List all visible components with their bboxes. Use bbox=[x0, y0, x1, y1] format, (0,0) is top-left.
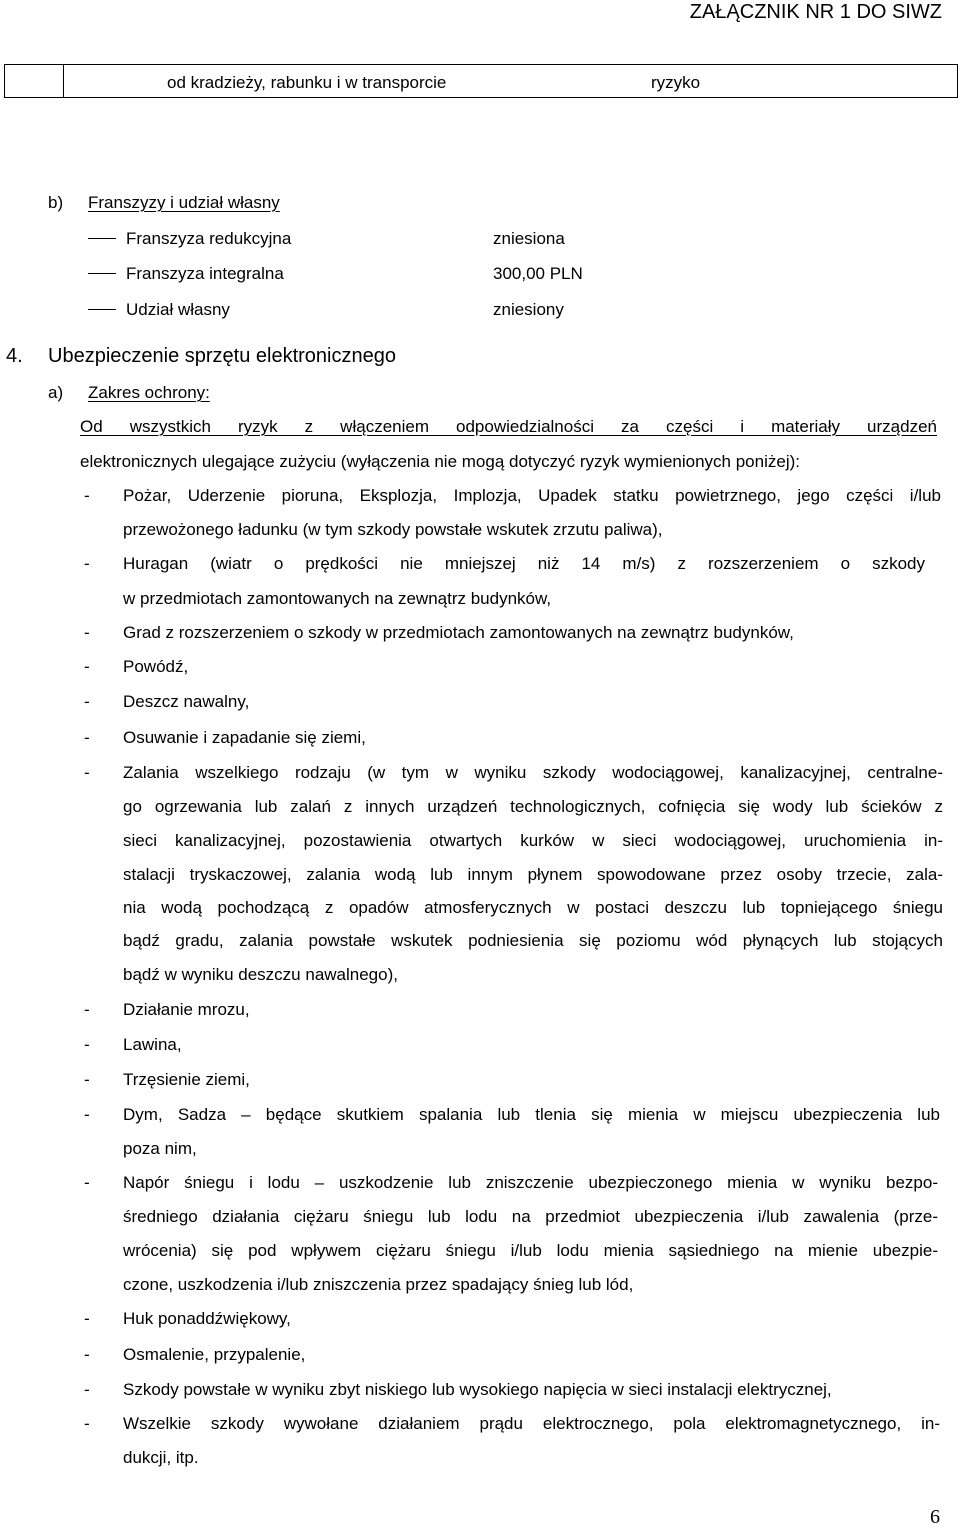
list-item-continuation: w przedmiotach zamontowanych na zewnątrz budynków, bbox=[123, 589, 552, 608]
franchise-label: Franszyza redukcyjna bbox=[126, 229, 292, 248]
franchise-label: Udział własny bbox=[126, 300, 230, 319]
list-bullet: - bbox=[84, 1380, 90, 1399]
list-bullet: - bbox=[84, 1000, 90, 1019]
list-item-continuation: przewożonego ładunku (w tym szkody powstałe wskutek zrzutu paliwa), bbox=[123, 520, 663, 539]
table-cell-label: od kradzieży, rabunku i w transporcie bbox=[167, 73, 447, 92]
list-item-continuation: go ogrzewania lub zalań z innych urządzeń technologicznych, cofnięcia się wody lub ścieków z bbox=[123, 797, 943, 816]
franchise-value: zniesiony bbox=[493, 300, 564, 319]
list-item-continuation: dukcji, itp. bbox=[123, 1448, 199, 1467]
list-bullet: - bbox=[84, 1105, 90, 1124]
list-item-continuation: czone, uszkodzenia i/lub zniszczenia przez spadający śnieg lub lód, bbox=[123, 1275, 634, 1294]
page-number: 6 bbox=[930, 1506, 940, 1528]
list-item: Dym, Sadza – będące skutkiem spalania lub tlenia się mienia w miejscu ubezpieczenia lub bbox=[123, 1105, 940, 1124]
list-bullet: - bbox=[84, 1070, 90, 1089]
document-header: ZAŁĄCZNIK NR 1 DO SIWZ bbox=[689, 1, 942, 23]
dash-mark bbox=[88, 238, 116, 239]
list-item: Grad z rozszerzeniem o szkody w przedmiotach zamontowanych na zewnątrz budynków, bbox=[123, 623, 794, 642]
list-item: Trzęsienie ziemi, bbox=[123, 1070, 250, 1089]
list-item: Osmalenie, przypalenie, bbox=[123, 1345, 306, 1364]
section-b-marker: b) bbox=[48, 193, 64, 212]
list-item: Szkody powstałe w wyniku zbyt niskiego lub wysokiego napięcia w sieci instalacji elektrycznej, bbox=[123, 1380, 832, 1399]
intro-line: elektronicznych ulegające zużyciu (wyłączenia nie mogą dotyczyć ryzyk wymienionych poniżej): bbox=[80, 452, 800, 471]
subsection-marker: a) bbox=[48, 383, 64, 402]
list-item-continuation: sieci kanalizacyjnej, pozostawienia otwartych kurków w sieci wodociągowej, uruchomienia in- bbox=[123, 831, 943, 850]
list-item: Działanie mrozu, bbox=[123, 1000, 250, 1019]
table-cell-value: ryzyko bbox=[651, 73, 701, 92]
list-item: Wszelkie szkody wywołane działaniem prądu elektrocznego, pola elektromagnetycznego, in- bbox=[123, 1414, 940, 1433]
section-title: Ubezpieczenie sprzętu elektronicznego bbox=[48, 345, 396, 367]
list-item-continuation: nia wodą pochodzącą z opadów atmosferycznych w postaci deszczu lub topniejącego śniegu bbox=[123, 898, 943, 917]
list-bullet: - bbox=[84, 1173, 90, 1192]
list-bullet: - bbox=[84, 692, 90, 711]
list-bullet: - bbox=[84, 657, 90, 676]
list-bullet: - bbox=[84, 554, 90, 573]
list-item: Powódź, bbox=[123, 657, 189, 676]
list-item: Zalania wszelkiego rodzaju (w tym w wyniku szkody wodociągowej, kanalizacyjnej, centralne- bbox=[123, 763, 943, 782]
list-item-continuation: stalacji tryskaczowej, zalania wodą lub innym płynem spowodowane przez osoby trzecie, zala- bbox=[123, 865, 943, 884]
list-item: Deszcz nawalny, bbox=[123, 692, 250, 711]
intro-line: Od wszystkich ryzyk z włączeniem odpowiedzialności za części i materiały urządzeń bbox=[80, 417, 937, 436]
table-divider bbox=[63, 65, 64, 97]
list-bullet: - bbox=[84, 1035, 90, 1054]
list-bullet: - bbox=[84, 728, 90, 747]
list-bullet: - bbox=[84, 486, 90, 505]
list-bullet: - bbox=[84, 763, 90, 782]
list-bullet: - bbox=[84, 1414, 90, 1433]
list-item-continuation: wrócenia) się pod wpływem ciężaru śniegu i/lub lodu mienia sąsiedniego na mienie ubezpie- bbox=[123, 1241, 938, 1260]
section-number: 4. bbox=[6, 345, 23, 367]
list-item: Huk ponaddźwiękowy, bbox=[123, 1309, 291, 1328]
risk-table-row bbox=[4, 64, 958, 98]
list-item-continuation: bądź w wyniku deszczu nawalnego), bbox=[123, 965, 398, 984]
list-item: Osuwanie i zapadanie się ziemi, bbox=[123, 728, 366, 747]
list-item: Huragan (wiatr o prędkości nie mniejszej niż 14 m/s) z rozszerzeniem o szkody bbox=[123, 554, 925, 573]
list-bullet: - bbox=[84, 1309, 90, 1328]
list-item: Pożar, Uderzenie pioruna, Eksplozja, Implozja, Upadek statku powietrznego, jego części i/lub bbox=[123, 486, 941, 505]
list-item: Napór śniegu i lodu – uszkodzenie lub zniszczenie ubezpieczonego mienia w wyniku bezpo- bbox=[123, 1173, 938, 1192]
list-item-continuation: bądź gradu, zalania powstałe wskutek podniesienia się poziomu wód płynących lub stojących bbox=[123, 931, 943, 950]
subsection-title: Zakres ochrony: bbox=[88, 383, 210, 402]
list-bullet: - bbox=[84, 623, 90, 642]
section-b-title: Franszyzy i udział własny bbox=[88, 193, 280, 212]
dash-mark bbox=[88, 273, 116, 274]
list-item-continuation: poza nim, bbox=[123, 1139, 197, 1158]
franchise-value: 300,00 PLN bbox=[493, 264, 583, 283]
list-bullet: - bbox=[84, 1345, 90, 1364]
franchise-value: zniesiona bbox=[493, 229, 565, 248]
list-item-continuation: średniego działania ciężaru śniegu lub lodu na przedmiot ubezpieczenia i/lub zawalenia (prze- bbox=[123, 1207, 938, 1226]
franchise-label: Franszyza integralna bbox=[126, 264, 284, 283]
dash-mark bbox=[88, 309, 116, 310]
list-item: Lawina, bbox=[123, 1035, 182, 1054]
